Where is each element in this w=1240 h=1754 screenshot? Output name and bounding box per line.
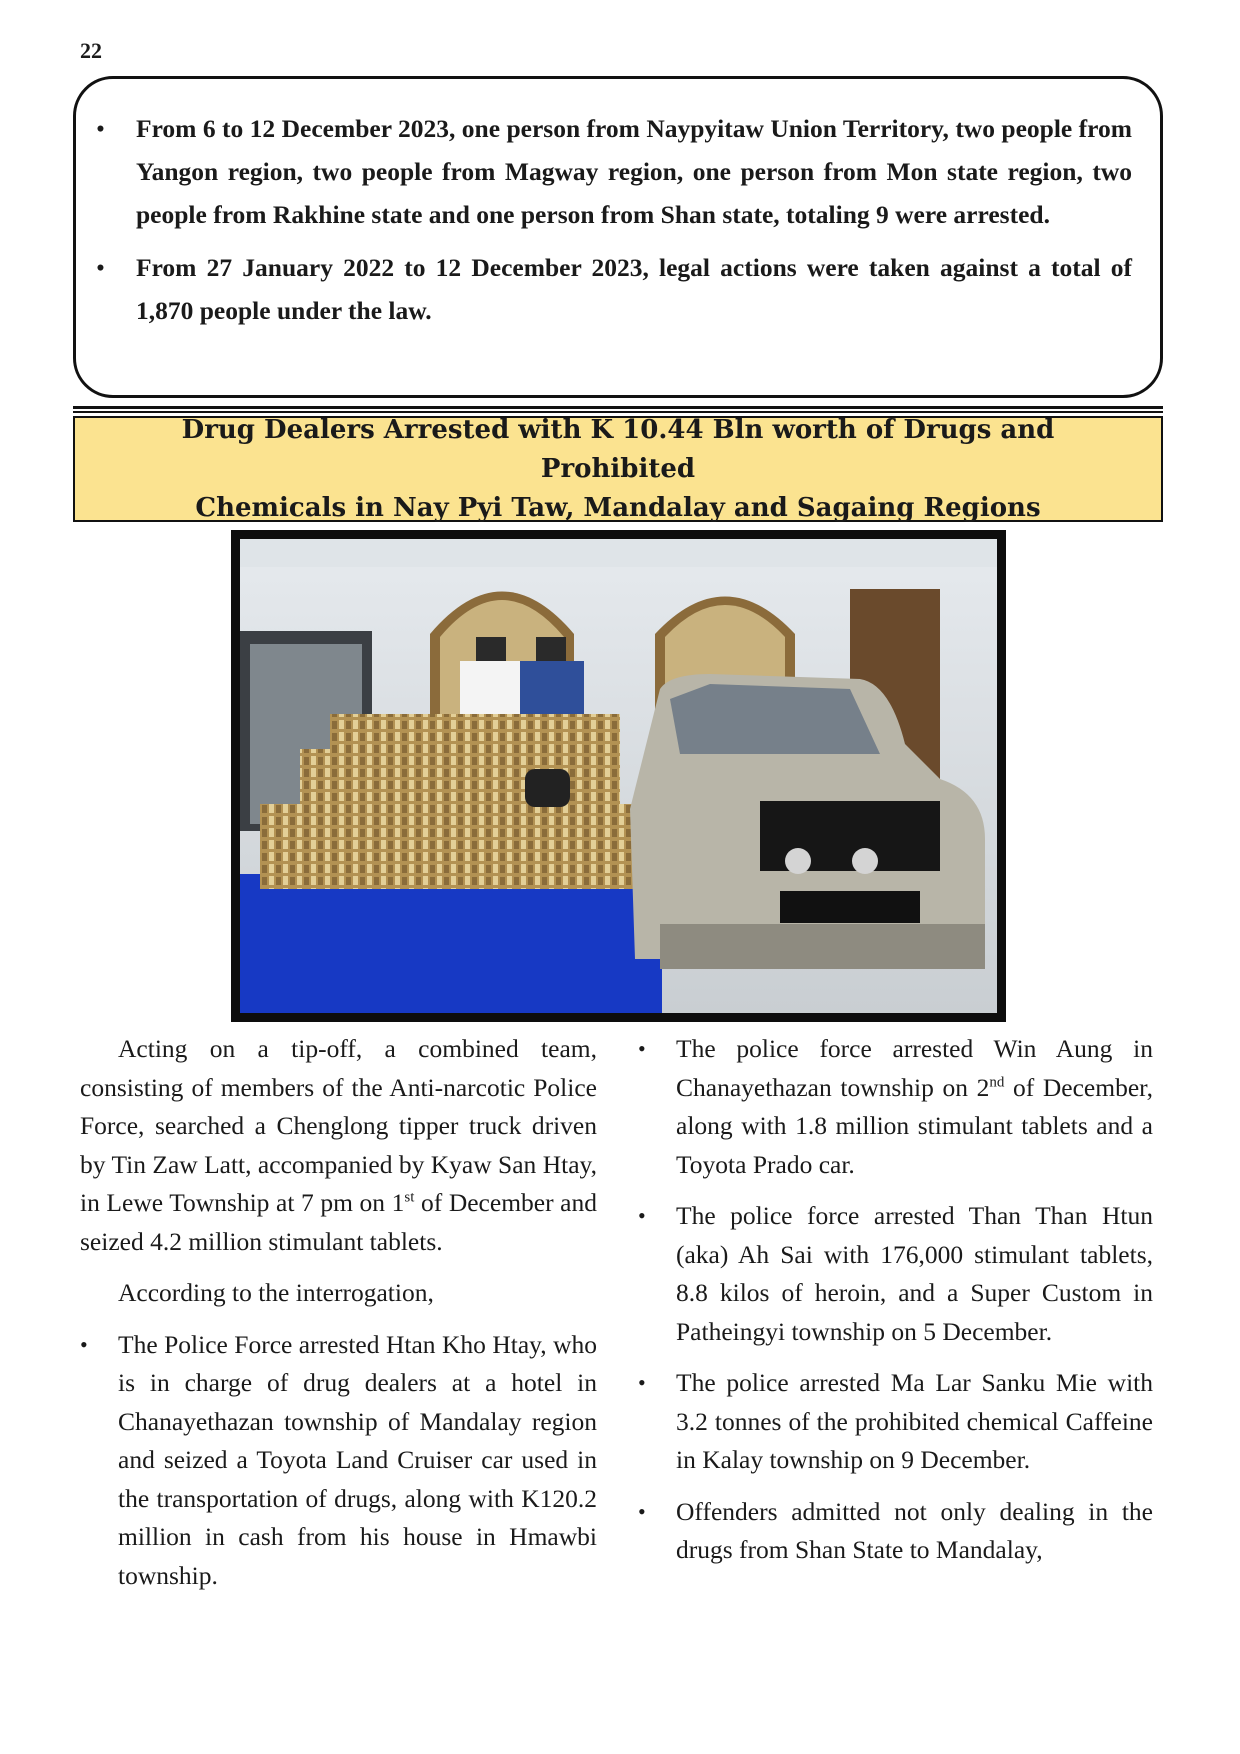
summary-item-legal-actions: • From 27 January 2022 to 12 December 2023, legal actions were taken against a total of 1,870 people under the law.	[96, 246, 1132, 332]
findings-list-right	[638, 1030, 1153, 1570]
divider-rule	[73, 406, 1163, 409]
finding-item-htan-kho-htay: • The Police Force arrested Htan Kho Htay, who is in charge of drug dealers at a hotel in Chanayethazan township of Mandalay region and seized a Toyota Land Cruiser car used in the transportation of drugs, along with K120.2 million in cash from his house in Hmawbi township.	[80, 1326, 597, 1596]
finding-item-than-than-htun: • The police force arrested Than Than Htun (aka) Ah Sai with 176,000 stimulant tablets, 8.8 kilos of heroin, and a Super Custom in Patheingyi township on 5 December.	[638, 1197, 1153, 1351]
article-headline	[73, 416, 1163, 522]
article-intro-paragraph	[80, 1030, 597, 1261]
article-photo	[231, 530, 1006, 1022]
headline-line-1: Drug Dealers Arrested with K 10.44 Bln worth of Drugs and Prohibited	[181, 414, 1055, 484]
win-aung-text: The police force arrested Win Aung in Chanayethazan township on 2	[676, 1034, 1153, 1102]
headline-line-2: Chemicals in Nay Pyi Taw, Mandalay and Sagaing Regions	[195, 492, 1041, 523]
summary-list	[96, 107, 1132, 332]
finding-item-offenders: • Offenders admitted not only dealing in the drugs from Shan State to Mandalay,	[638, 1493, 1153, 1570]
finding-item-ma-lar-sanku-mie: • The police arrested Ma Lar Sanku Mie with 3.2 tonnes of the prohibited chemical Caffeine in Kalay township on 9 December.	[638, 1364, 1153, 1480]
interrogation-lead: According to the interrogation,	[118, 1278, 434, 1307]
intro-text-continued: of December and seized 4.2 million stimulant tablets.	[80, 1188, 597, 1256]
win-aung-text-continued: of December, along with 1.8 million stimulant tablets and a Toyota Prado car.	[676, 1072, 1153, 1179]
finding-item-win-aung	[638, 1030, 1153, 1184]
seized-drugs-photo-illustration	[240, 539, 997, 1013]
article-column-left	[80, 1030, 597, 1608]
findings-list-left	[80, 1326, 597, 1596]
ordinal-suffix: st	[404, 1189, 415, 1206]
intro-text: Acting on a tip-off, a combined team, consisting of members of the Anti-narcotic Police Force, searched a Chenglong tipper truck driven by Tin Zaw Latt, accompanied by Kyaw San Htay, in Lewe Township at 7 pm on 1	[80, 1034, 597, 1217]
ordinal-suffix: nd	[989, 1074, 1005, 1090]
page-number: 22	[80, 38, 102, 63]
article-column-right	[638, 1030, 1153, 1570]
summary-callout-box	[73, 76, 1163, 398]
summary-item-arrests: • From 6 to 12 December 2023, one person from Naypyitaw Union Territory, two people from Yangon region, two people from Magway region, one person from Mon state region, two people from Rakhine state and one person from Shan state, totaling 9 were arrested.	[96, 107, 1132, 236]
